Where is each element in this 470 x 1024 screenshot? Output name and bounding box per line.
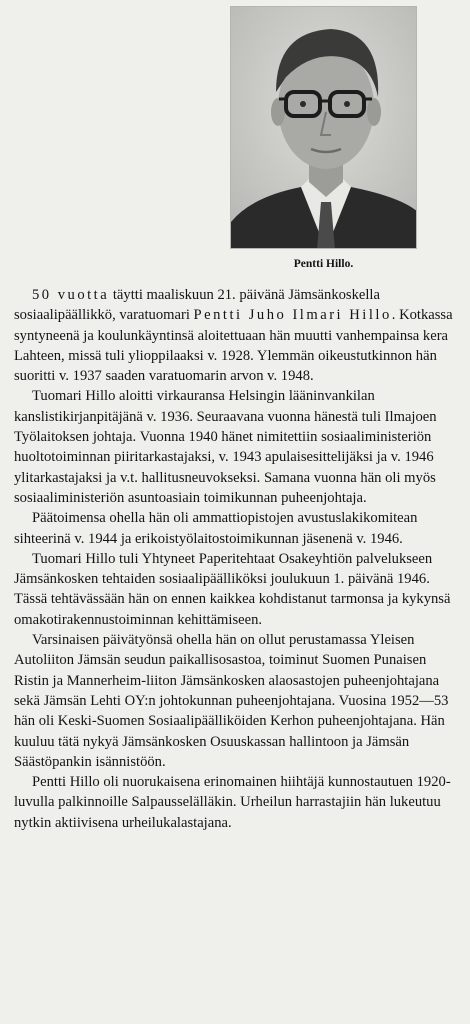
paragraph-intro xyxy=(14,285,455,386)
person-full-name: Pentti Juho Ilmari Hillo xyxy=(193,307,392,324)
intro-lead: 50 vuotta xyxy=(32,287,110,303)
paragraph-career: Tuomari Hillo aloitti virkauransa Helsingin lääninvankilan kanslistikirjanpitäjänä v. 1936. Seuraavana vuonna hänestä tuli Ilmajoen Työlaitoksen johtaja. Vuonna 1940 hänet nimitettiin sosiaaliministeriön huoltotoiminnan piiritarkastajaksi, v. 1943 apulaisesittelijäksi ja v. 1946 ylitarkastajaksi ja v.t. hallitusneuvokseksi. Samana vuonna hän oli myös sosiaaliministeriön asuntoasiain toimikunnan puheenjohtaja. xyxy=(14,388,437,506)
portrait-photo xyxy=(230,6,417,249)
paragraph-committees: Päätoimensa ohella hän oli ammattiopistojen avustuslakikomitean sihteerinä v. 1944 ja erikoistyölaitostoimikunnan jäsenenä v. 1946. xyxy=(14,510,418,547)
paragraph-activities: Varsinaisen päivätyönsä ohella hän on ollut perustamassa Yleisen Autoliiton Jämsän seudun paikallisosastoa, toiminut Suomen Punaisen Ristin ja Mannerheim-liiton Jämsänkosken alaosastojen puheenjohtajana sekä Jämsän Lehti OY:n johtokunnan puheenjohtajana. Vuosina 1952—53 hän oli Keski-Suomen Sosiaalipäälliköiden Kerhon puheenjohtajana. Hän kuuluu tätä nykyä Jämsänkosken Osuuskassan hallintoon ja Jämsän Säästöpankin isännistöön. xyxy=(14,632,449,770)
portrait-illustration xyxy=(231,7,417,249)
article-body xyxy=(14,285,455,833)
paragraph-yhtyneet: Tuomari Hillo tuli Yhtyneet Paperitehtaat Osakeyhtiön palvelukseen Jämsänkosken tehtaiden sosiaalipäälliköksi joulukuun 1. päivänä 1946. Tässä tehtävässään hän on ennen kaikkea kohdistanut tarmonsa ja kykynsä omakotirakennustoiminnan kehittämiseen. xyxy=(14,550,451,628)
intro-text: täytti maaliskuun 21. päivänä Jämsänkoskella sosiaalipäällikkö, varatuomari xyxy=(14,287,380,324)
photo-caption: Pentti Hillo. xyxy=(293,258,354,270)
paragraph-sports: Pentti Hillo oli nuorukaisena erinomainen hiihtäjä kunnostautuen 1920-luvulla palkinnoille Salpausselälläkin. Urheilun harrastajiin hän lukeutuu nytkin aktiivisena urheilukalastajana. xyxy=(14,774,451,831)
intro-rest: . Kotkassa syntyneenä ja koulunkäyntinsä aloitettuaan hän muutti vanhempainsa kera Lahteen, missä tuli ylioppilaaksi v. 1928. Ylemmän oikeustutkinnon hän suoritti v. 1937 saaden varatuomarin arvon v. 1948. xyxy=(14,307,453,385)
